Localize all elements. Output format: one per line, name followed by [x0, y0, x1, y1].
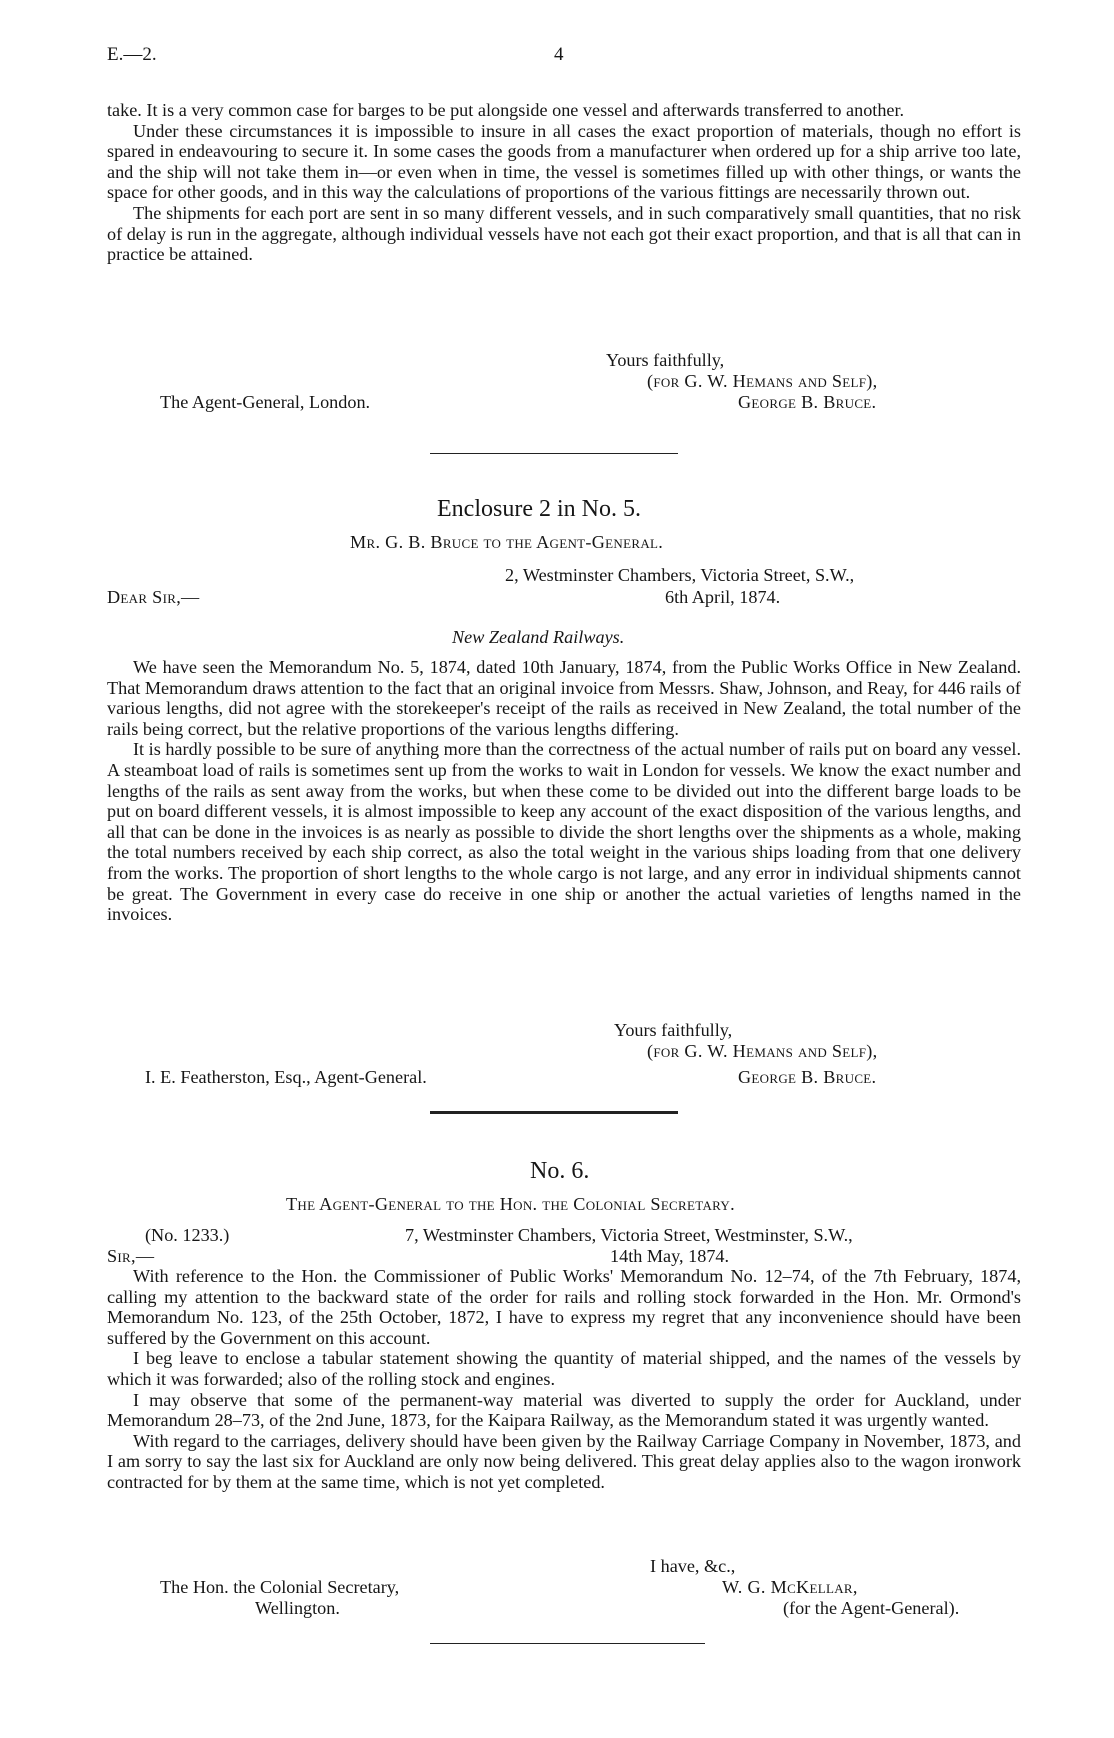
section-divider	[430, 453, 678, 454]
letter1-paragraph: Under these circumstances it is impossible to insure in all cases the exact proportion of materials, though no effort is spared in endeavouring to secure it. In some cases the goods from a manufacturer when ordered up for a ship arrive too late, and the ship will not take them in—or even when in time, the vessel is sometimes filled up with other things, or wants the space for other goods, and in this way the calculations of proportions of the various fittings are necessarily thrown out.	[107, 120, 1021, 203]
no6-address: 7, Westminster Chambers, Victoria Street, Westminster, S.W.,	[405, 1225, 853, 1245]
enclosure-subject: New Zealand Railways.	[452, 627, 625, 647]
no6-salutation: Sir,—	[107, 1246, 155, 1266]
document-reference: E.—2.	[107, 44, 157, 65]
enclosure-date: 6th April, 1874.	[665, 587, 781, 607]
no6-subtitle: The Agent-General to the Hon. the Colonial Secretary.	[286, 1194, 735, 1214]
no6-closing: I have, &c.,	[650, 1556, 736, 1576]
no6-addressee-line2: Wellington.	[255, 1598, 340, 1618]
enclosure-paragraph: It is hardly possible to be sure of anything more than the correctness of the actual number of rails put on board any vessel. A steamboat load of rails is sometimes sent up from the works to wait in London for vessels. We know the exact number and lengths of the rails as sent away from the works, but when these come to be divided out into the different barge loads to be put on board different vessels, it is almost impossible to keep any account of the exact disposition of the various lengths, and all that can be done in the invoices is as nearly as possible to divide the short lengths over the shipments as a whole, making the total numbers received by each ship correct, as also the total weight in the various ships loading from that one delivery from the works. The proportion of short lengths to the whole cargo is not large, and any error in individual shipments cannot be great. The Government in every case do receive in one ship or another the actual varieties of lengths named in the invoices.	[107, 739, 1021, 925]
no6-title: No. 6.	[530, 1158, 590, 1184]
enclosure-address: 2, Westminster Chambers, Victoria Street, S.W.,	[505, 565, 855, 585]
no6-addressee-line1: The Hon. the Colonial Secretary,	[160, 1577, 400, 1597]
page-number: 4	[554, 44, 564, 65]
no6-paragraph: With regard to the carriages, delivery should have been given by the Railway Carriage Company in November, 1873, and I am sorry to say the last six for Auckland are only now being delivered. This great delay applies also to the wagon ironwork contracted for by them at the same time, which is not yet completed.	[107, 1430, 1021, 1492]
section-divider-thick	[430, 1111, 678, 1114]
section-divider	[430, 1643, 705, 1644]
letter1-signature: George B. Bruce.	[738, 392, 877, 412]
no6-reference: (No. 1233.)	[145, 1225, 230, 1245]
letter1-addressee: The Agent-General, London.	[160, 392, 371, 412]
no6-paragraph: With reference to the Hon. the Commissioner of Public Works' Memorandum No. 12–74, of the 7th February, 1874, calling my attention to the backward state of the order for rails and rolling stock forwarded in the Hon. Mr. Ormond's Memorandum No. 123, of the 25th October, 1872, I have to express my regret that any inconvenience should have been suffered by the Government on this account.	[107, 1266, 1021, 1348]
enclosure-closing: Yours faithfully,	[614, 1020, 733, 1040]
letter1-body	[107, 100, 1021, 265]
no6-signature: W. G. McKellar,	[722, 1577, 858, 1597]
page-header	[107, 44, 1022, 74]
enclosure-salutation: Dear Sir,—	[107, 587, 200, 607]
enclosure-subtitle: Mr. G. B. Bruce to the Agent-General.	[350, 532, 664, 552]
no6-body	[107, 1266, 1021, 1493]
letter1-for-line: (for G. W. Hemans and Self),	[647, 371, 878, 391]
letter1-paragraph: The shipments for each port are sent in so many different vessels, and in such comparatively small quantities, that no risk of delay is run in the aggregate, although individual vessels have not each got their exact proportion, and that is all that can in practice be attained.	[107, 202, 1021, 265]
enclosure-addressee: I. E. Featherston, Esq., Agent-General.	[145, 1067, 427, 1087]
no6-for-line: (for the Agent-General).	[783, 1598, 960, 1618]
no6-date: 14th May, 1874.	[610, 1246, 730, 1266]
no6-paragraph: I may observe that some of the permanent-way material was diverted to supply the order for Auckland, under Memorandum 28–73, of the 2nd June, 1873, for the Kaipara Railway, as the Memorandum stated it was urgently wanted.	[107, 1389, 1021, 1431]
enclosure-body	[107, 657, 1021, 925]
letter1-paragraph: take. It is a very common case for barges to be put alongside one vessel and afterwards transferred to another.	[107, 100, 905, 120]
enclosure-for-line: (for G. W. Hemans and Self),	[647, 1041, 878, 1061]
no6-paragraph: I beg leave to enclose a tabular statement showing the quantity of material shipped, and the names of the vessels by which it was forwarded; also of the rolling stock and engines.	[107, 1348, 1021, 1389]
letter1-closing: Yours faithfully,	[606, 350, 725, 370]
enclosure-title: Enclosure 2 in No. 5.	[437, 496, 641, 522]
enclosure-paragraph: We have seen the Memorandum No. 5, 1874, dated 10th January, 1874, from the Public Works Office in New Zealand. That Memorandum draws attention to the fact that an original invoice from Messrs. Shaw, Johnson, and Reay, for 446 rails of various lengths, did not agree with the storekeeper's receipt of the rails as received in New Zealand, the total number of the rails being correct, but the relative proportions of the various lengths differing.	[107, 657, 1021, 739]
enclosure-signature: George B. Bruce.	[738, 1067, 877, 1087]
